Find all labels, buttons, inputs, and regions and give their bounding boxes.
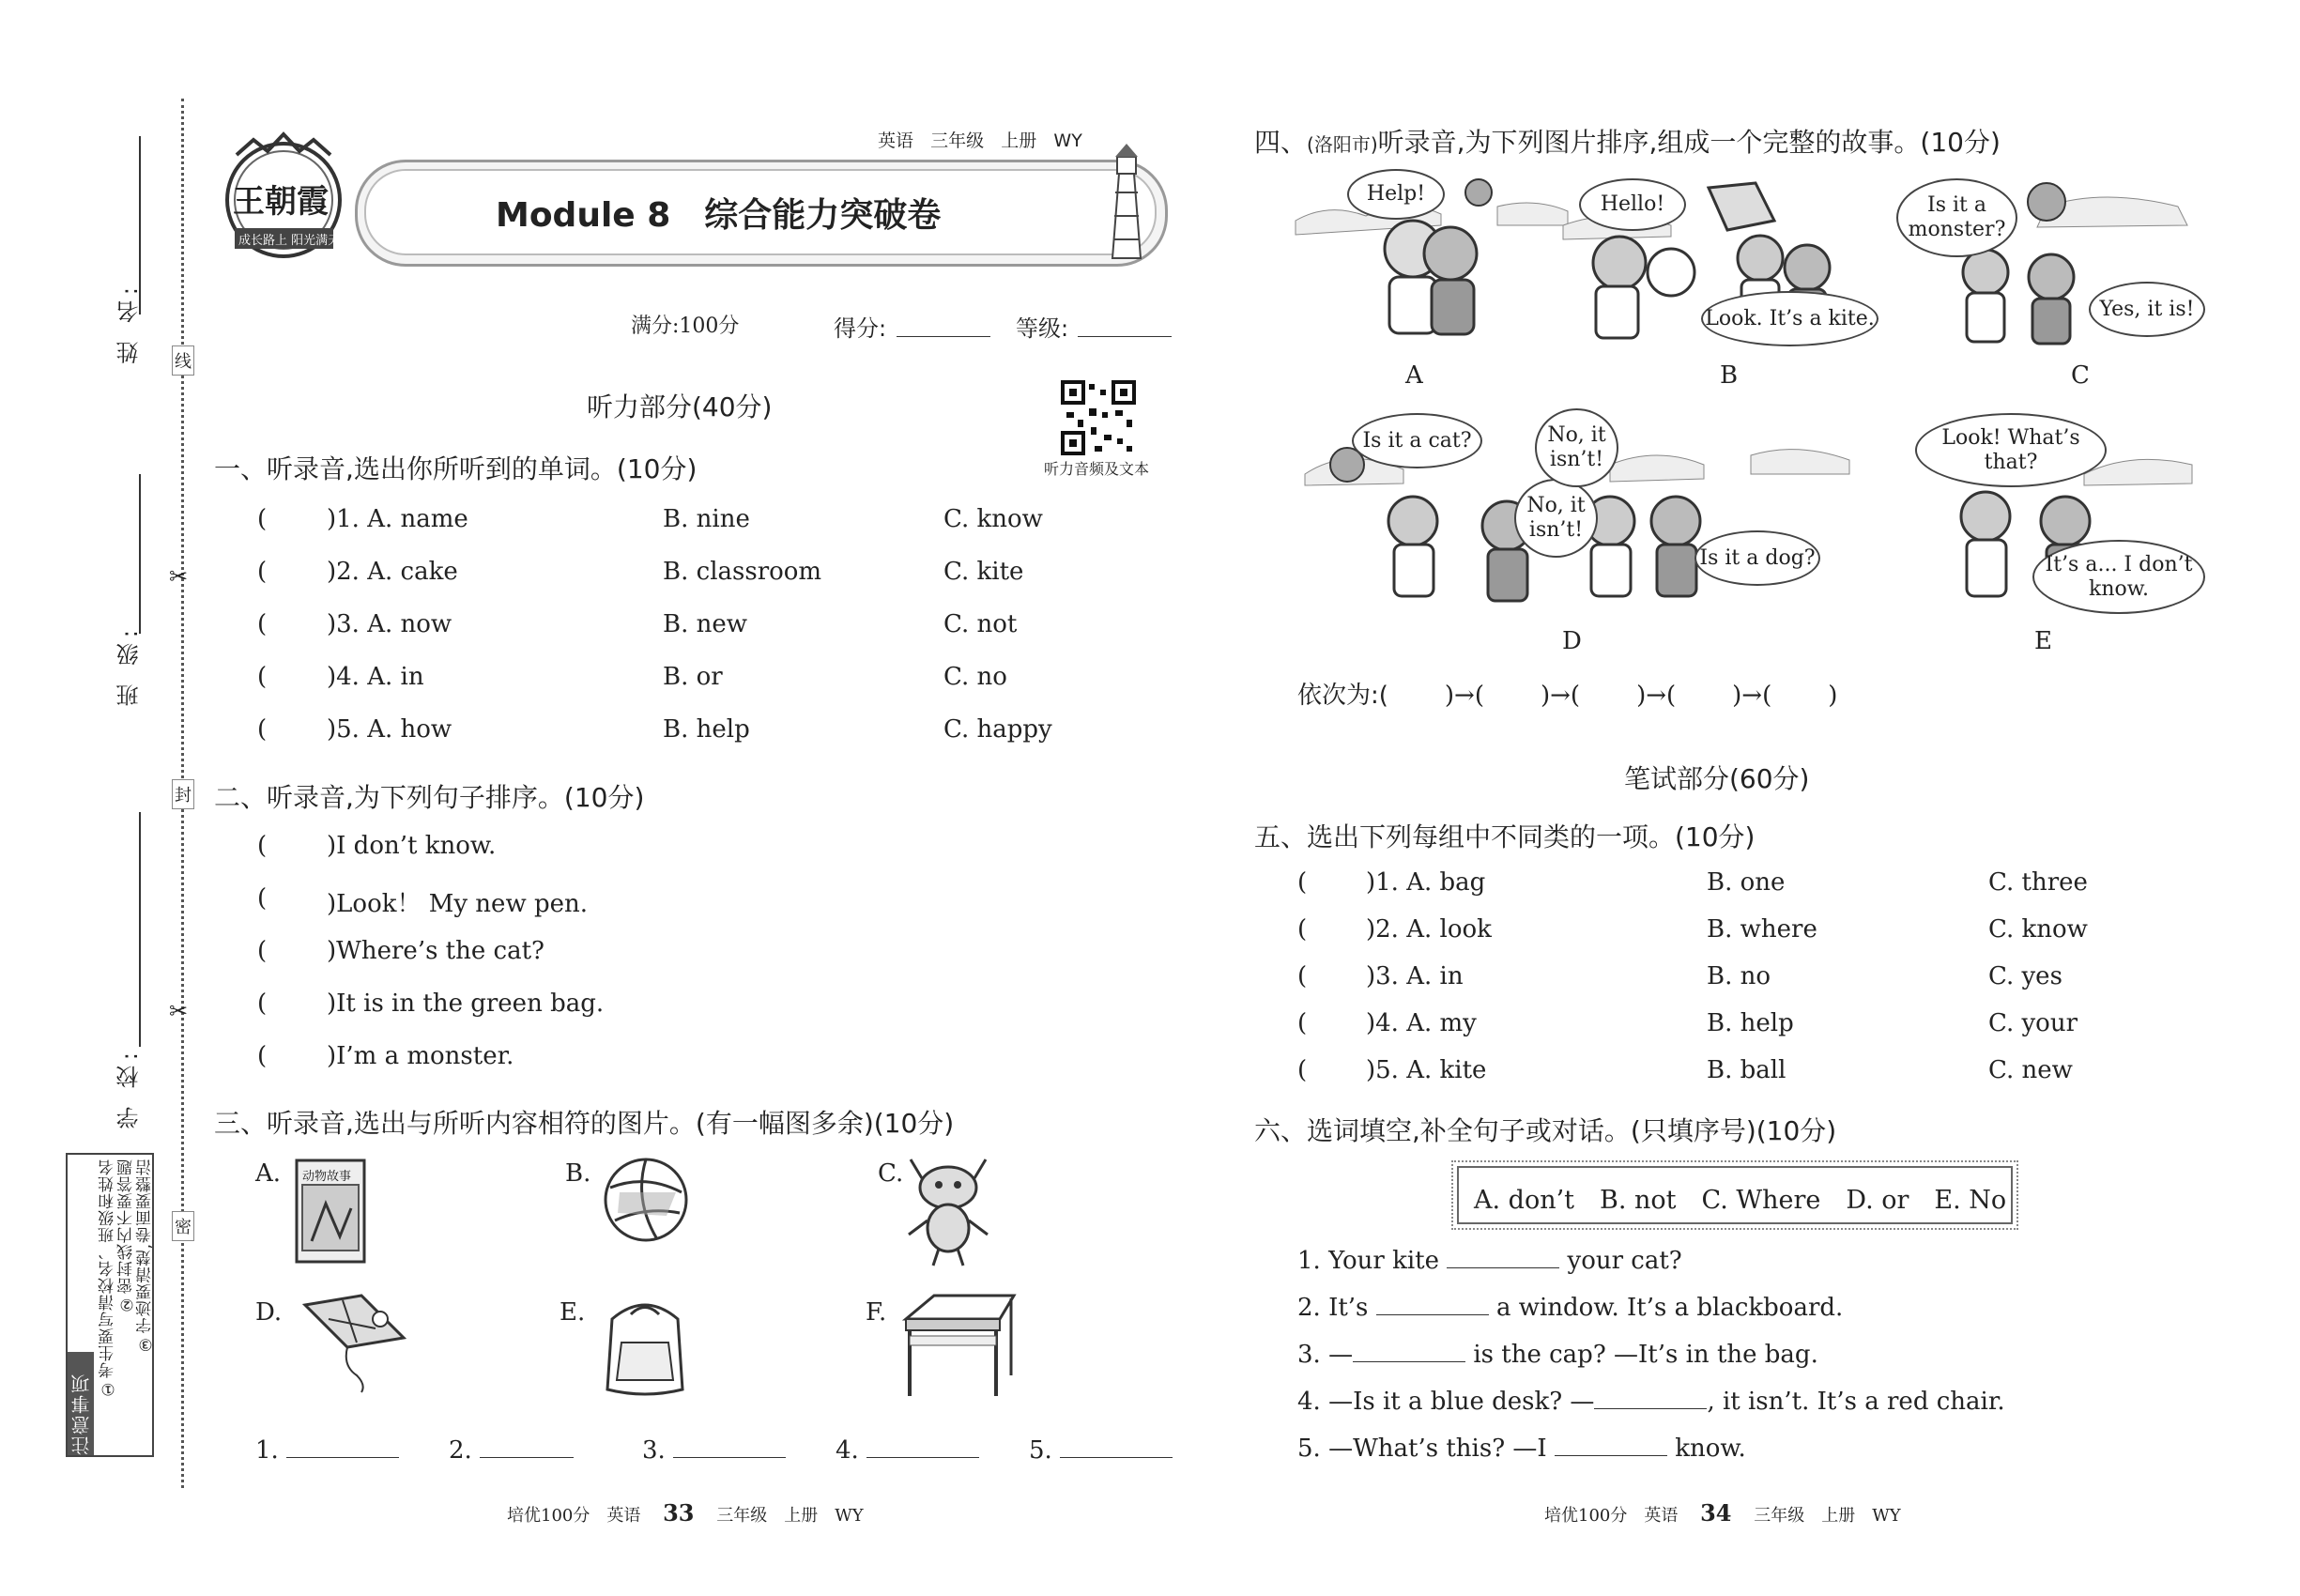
s1-q5-a: )5. A. how: [327, 715, 452, 744]
s3-answer-blank[interactable]: [286, 1436, 399, 1458]
s5-paren[interactable]: (: [1297, 868, 1308, 897]
written-title: 笔试部分(60分): [1624, 763, 1810, 794]
s5-q4-c: C. your: [1988, 1009, 2078, 1037]
word-bank: [1457, 1166, 2013, 1224]
s5-q1-c: C. three: [1988, 868, 2088, 897]
comic-book-image: [293, 1157, 370, 1267]
s6-item-1: [1297, 1247, 1682, 1275]
s6-item-3: [1297, 1341, 1818, 1369]
s2-item-5: )I’m a monster.: [327, 1042, 514, 1070]
cut-mark-secret: 密: [172, 1211, 194, 1241]
s3-label-f: F.: [866, 1298, 887, 1327]
s2-item-4: )It is in the green bag.: [327, 990, 605, 1018]
bubble-b-hello: Hello!: [1579, 178, 1686, 231]
notes-box: [66, 1153, 154, 1457]
s6-blank-1[interactable]: [1447, 1247, 1559, 1268]
s3-answer-label: 5.: [1029, 1436, 1052, 1465]
s3-answer-2[interactable]: [449, 1436, 574, 1465]
s3-answer-blank[interactable]: [480, 1436, 574, 1458]
meta-volume: 上册: [1001, 130, 1037, 151]
s2-paren[interactable]: (: [257, 990, 268, 1018]
footer-text: 培优100分 英语: [507, 1506, 641, 1526]
s2-paren[interactable]: (: [257, 1042, 268, 1070]
s1-q4-b: B. or: [663, 663, 723, 691]
s6-item-5: [1297, 1435, 1746, 1463]
s3-answer-label: 1.: [255, 1436, 279, 1465]
class-line: [139, 474, 141, 634]
score-field[interactable]: [897, 336, 990, 337]
s3-label-c: C.: [878, 1159, 904, 1188]
s2-paren[interactable]: (: [257, 937, 268, 965]
s2-item-2: )Look！ My new pen.: [327, 890, 589, 918]
s6-blank-3[interactable]: [1353, 1341, 1465, 1362]
bubble-c-monster: Is it a monster?: [1896, 178, 2017, 257]
scissors-icon: ✂: [169, 563, 189, 590]
s3-answer-3[interactable]: [642, 1436, 786, 1465]
s1-q2-a: )2. A. cake: [327, 558, 458, 586]
s1-q1-c: C. know: [943, 505, 1043, 533]
s5-paren[interactable]: (: [1297, 1056, 1308, 1084]
brand-name: 王朝霞: [233, 183, 329, 221]
story-picture-a: [1291, 169, 1572, 352]
ball-image: [601, 1155, 691, 1249]
s6-item-2: [1297, 1294, 1843, 1322]
book-title: 动物故事: [302, 1170, 352, 1184]
binding-margin: [0, 0, 192, 1596]
school-line: [139, 812, 141, 1047]
note-3: ③字迹要清楚,卷面要整洁: [136, 1159, 155, 1354]
s3-label-a: A.: [255, 1159, 282, 1188]
s3-answer-5[interactable]: [1029, 1436, 1173, 1465]
s5-q5-a: )5. A. kite: [1366, 1056, 1487, 1084]
grade-field[interactable]: [1078, 336, 1172, 337]
s4-title: [1254, 122, 2001, 160]
footer-right: [1544, 1499, 1901, 1527]
s1-q3-c: C. not: [943, 610, 1018, 638]
s1-q2-b: B. classroom: [663, 558, 822, 586]
s6-item-4: [1297, 1388, 2005, 1416]
page-number: 34: [1700, 1499, 1732, 1527]
full-score: 满分:100分: [631, 315, 740, 338]
picture-label-b: B: [1720, 361, 1739, 390]
notes-title: 注意事项: [68, 1352, 94, 1455]
bubble-c-yes: Yes, it is!: [2089, 282, 2205, 337]
footer-text: 三年级 上册 WY: [1754, 1506, 1901, 1526]
s2-item-3: )Where’s the cat?: [327, 937, 544, 965]
note-1: ①考生要写清校名、班级和姓名: [99, 1159, 117, 1398]
brand-slogan: 成长路上 阳光满天: [238, 234, 341, 248]
s3-answer-4[interactable]: [836, 1436, 979, 1465]
s5-q1-b: B. one: [1707, 868, 1786, 897]
s1-paren[interactable]: (: [257, 610, 268, 638]
s6-item-post: , it isn’t. It’s a red chair.: [1707, 1388, 2005, 1416]
s1-paren[interactable]: (: [257, 663, 268, 691]
s5-q3-a: )3. A. in: [1366, 962, 1464, 990]
s1-paren[interactable]: (: [257, 715, 268, 744]
s6-item-pre: 4. —Is it a blue desk? —: [1297, 1388, 1595, 1416]
s3-label-e: E.: [560, 1298, 586, 1327]
s5-paren[interactable]: (: [1297, 915, 1308, 944]
cut-mark-line: 线: [172, 345, 194, 376]
s5-paren[interactable]: (: [1297, 1009, 1308, 1037]
s5-paren[interactable]: (: [1297, 962, 1308, 990]
s6-item-post: know.: [1675, 1435, 1746, 1463]
s1-q1-b: B. nine: [663, 505, 750, 533]
header-meta: [878, 127, 1082, 152]
s6-item-pre: 2. It’s: [1297, 1294, 1369, 1322]
header-banner: [216, 127, 1183, 272]
s5-q4-a: )4. A. my: [1366, 1009, 1477, 1037]
kite-image: [291, 1291, 413, 1398]
order-arrow: )→(: [1636, 682, 1677, 710]
s5-q1-a: )1. A. bag: [1366, 868, 1486, 897]
monster-image: [901, 1155, 995, 1271]
bubble-a-help: Help!: [1347, 169, 1445, 220]
cut-mark-seal: 封: [172, 779, 194, 809]
bubble-e-know: It’s a... I don’t know.: [2032, 540, 2205, 614]
lighthouse-icon: [1089, 136, 1164, 271]
bubble-d-cat: Is it a cat?: [1352, 413, 1482, 468]
s1-q3-b: B. new: [663, 610, 748, 638]
s2-paren[interactable]: (: [257, 832, 268, 860]
s1-q2-c: C. kite: [943, 558, 1024, 586]
s6-item-post: is the cap? —It’s in the bag.: [1473, 1341, 1818, 1369]
picture-label-a: A: [1405, 361, 1423, 390]
s1-q5-c: C. happy: [943, 715, 1052, 744]
s6-blank-2[interactable]: [1376, 1294, 1489, 1315]
s6-blank-5[interactable]: [1555, 1435, 1667, 1456]
s5-q3-c: C. yes: [1988, 962, 2062, 990]
s6-item-post: your cat?: [1567, 1247, 1682, 1275]
meta-edition: WY: [1053, 130, 1082, 151]
s3-answer-label: 3.: [642, 1436, 666, 1465]
bubble-d-dog: Is it a dog?: [1694, 530, 1820, 586]
s2-item-1: )I don’t know.: [327, 832, 497, 860]
story-picture-c: [1896, 169, 2206, 352]
page-title: Module 8 综合能力突破卷: [496, 196, 942, 235]
story-picture-d: [1300, 408, 1854, 615]
s1-q3-a: )3. A. now: [327, 610, 452, 638]
s1-q4-a: )4. A. in: [327, 663, 424, 691]
scissors-icon: ✂: [169, 998, 189, 1024]
s6-blank-4[interactable]: [1594, 1388, 1707, 1409]
story-picture-e: [1915, 408, 2197, 615]
picture-label-e: E: [2034, 627, 2052, 655]
s3-answer-label: 4.: [836, 1436, 859, 1465]
note-2: ②密封线内不要答题: [117, 1159, 136, 1313]
s5-q4-b: B. help: [1707, 1009, 1794, 1037]
s5-q5-b: B. ball: [1707, 1056, 1786, 1084]
page-number: 33: [663, 1499, 695, 1527]
s6-title: 六、选词填空,补全句子或对话。(只填序号)(10分): [1254, 1115, 1837, 1146]
s3-answer-1[interactable]: [255, 1436, 399, 1465]
order-arrow: )→(: [1540, 682, 1581, 710]
footer-text: 培优100分 英语: [1544, 1506, 1679, 1526]
s3-answer-blank[interactable]: [673, 1436, 786, 1458]
qr-caption: 听力音频及文本: [1044, 460, 1150, 478]
score-label: 得分:: [834, 315, 887, 342]
s6-item-pre: 1. Your kite: [1297, 1247, 1439, 1275]
s1-q4-c: C. no: [943, 663, 1007, 691]
bubble-b-kite: Look. It’s a kite.: [1701, 291, 1878, 346]
s1-paren[interactable]: (: [257, 558, 268, 586]
s5-q5-c: C. new: [1988, 1056, 2073, 1084]
s5-title: 五、选出下列每组中不同类的一项。(10分): [1254, 821, 1756, 852]
picture-label-c: C: [2071, 361, 2090, 390]
story-picture-b: [1558, 169, 1875, 352]
backpack-image: [593, 1291, 697, 1403]
qr-code[interactable]: [1061, 380, 1136, 455]
s5-q2-a: )2. A. look: [1366, 915, 1492, 944]
class-label: 班 级:: [116, 624, 143, 707]
s1-paren[interactable]: (: [257, 505, 268, 533]
picture-label-d: D: [1562, 627, 1582, 655]
school-label: 学 校:: [116, 1047, 143, 1129]
s3-label-b: B.: [565, 1159, 591, 1188]
s2-paren[interactable]: (: [257, 884, 268, 913]
s6-item-post: a window. It’s a blackboard.: [1495, 1294, 1844, 1322]
s6-item-pre: 3. —: [1297, 1341, 1354, 1369]
order-arrow: )→(: [1444, 682, 1484, 710]
footer-text: 三年级 上册 WY: [716, 1506, 864, 1526]
s3-answer-blank[interactable]: [1060, 1436, 1173, 1458]
bubble-d-no-2: No, it isn’t!: [1535, 408, 1618, 487]
meta-grade: 三年级: [930, 130, 985, 151]
s1-q1-a: )1. A. name: [327, 505, 468, 533]
brand-logo: [216, 127, 352, 268]
s1-q5-b: B. help: [663, 715, 750, 744]
bubble-e-what: Look! What’s that?: [1915, 413, 2107, 487]
desk-image: [897, 1291, 1019, 1403]
s6-item-pre: 5. —What’s this? —I: [1297, 1435, 1547, 1463]
meta-subject: 英语: [878, 130, 914, 151]
listening-title: 听力部分(40分): [587, 391, 773, 422]
order-end: ): [1828, 682, 1838, 710]
bubble-d-no-1: No, it isn’t!: [1514, 479, 1598, 558]
s4-order: [1297, 676, 1837, 711]
s3-title: 三、听录音,选出与所听内容相符的图片。(有一幅图多余)(10分): [214, 1108, 955, 1139]
s2-title: 二、听录音,为下列句子排序。(10分): [214, 782, 645, 813]
s4-title-prefix: 四、: [1254, 127, 1308, 158]
s1-title: 一、听录音,选出你所听到的单词。(10分): [214, 453, 698, 484]
grade-label: 等级:: [1016, 315, 1069, 342]
order-arrow: )→(: [1732, 682, 1772, 710]
s5-q2-b: B. where: [1707, 915, 1817, 944]
s5-q3-b: B. no: [1707, 962, 1771, 990]
s5-q2-c: C. know: [1988, 915, 2088, 944]
s4-title-city: (洛阳市): [1307, 133, 1378, 156]
s3-answer-label: 2.: [449, 1436, 472, 1465]
order-label: 依次为:(: [1297, 682, 1388, 710]
footer-left: [507, 1499, 864, 1527]
word-bank-options: A. don’t B. not C. Where D. or E. No: [1474, 1186, 2007, 1215]
s3-label-d: D.: [255, 1298, 283, 1327]
s3-answer-blank[interactable]: [866, 1436, 979, 1458]
s4-title-text: 听录音,为下列图片排序,组成一个完整的故事。(10分): [1377, 127, 2001, 158]
name-label: 姓 名:: [116, 282, 143, 364]
